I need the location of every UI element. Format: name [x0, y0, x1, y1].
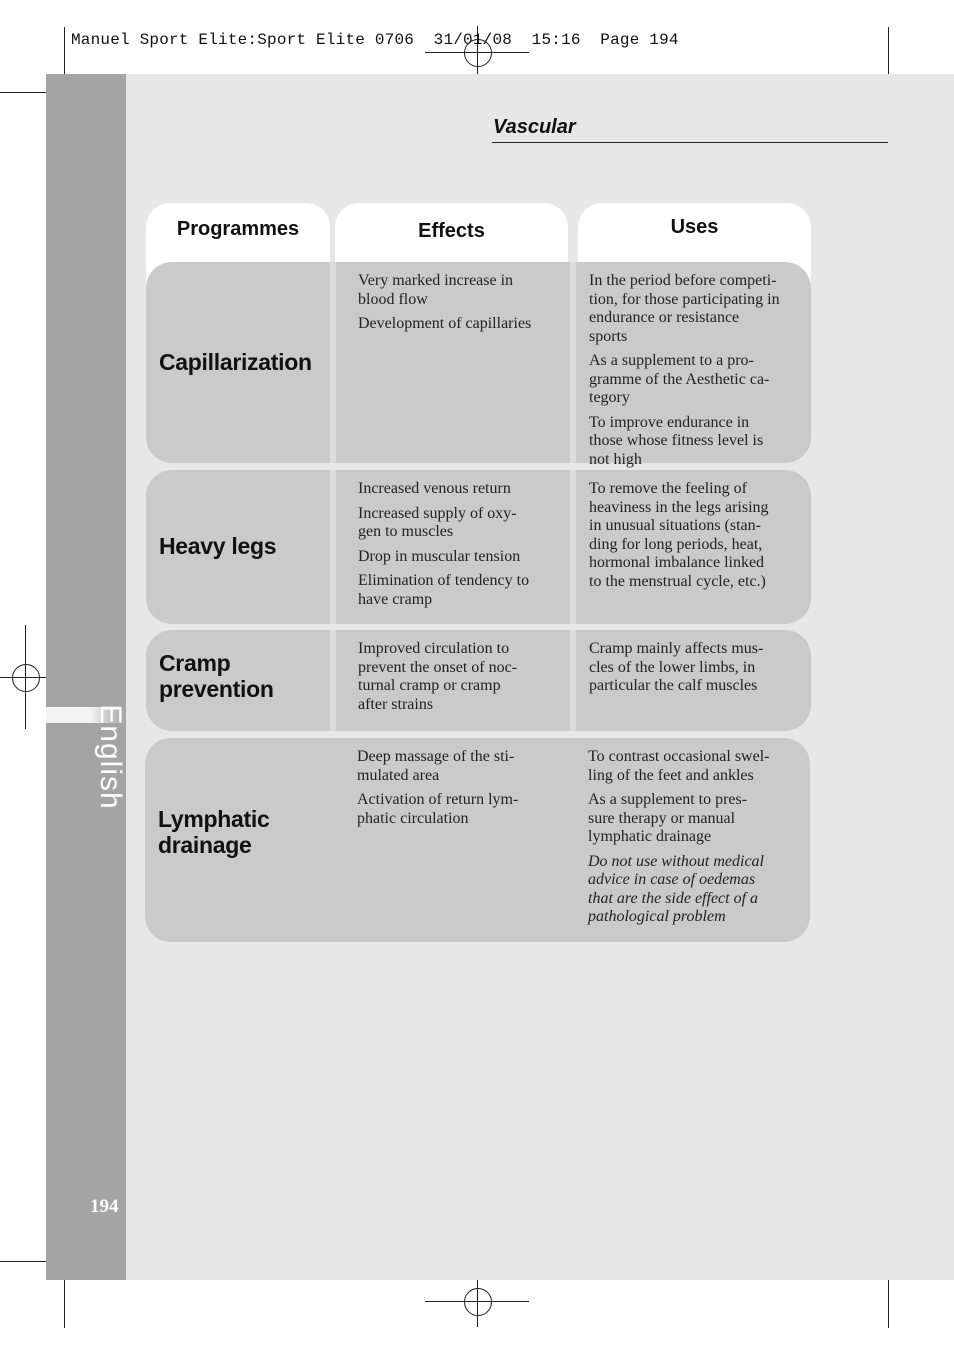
use-item: Cramp mainly affects mus- cles of the lower limbs, in particular the calf muscles — [589, 640, 764, 694]
table-row-capillarization — [146, 262, 811, 468]
effects-cell — [358, 480, 566, 615]
crop-mark — [0, 92, 52, 93]
column-separator — [570, 630, 576, 731]
use-item: As a supplement to pres- sure therapy or manual lymphatic drainage — [588, 791, 748, 845]
effect-item: Activation of return lym- phatic circulation — [357, 791, 519, 827]
print-slug: Manuel Sport Elite:Sport Elite 0706 31/01/08 15:16 Page 194 — [71, 31, 679, 49]
header-effects-label: Effects — [418, 220, 485, 242]
use-item: As a supplement to a pro- gramme of the Aesthetic ca- tegory — [589, 352, 770, 406]
effect-item: Elimination of tendency to have cramp — [358, 572, 530, 608]
column-separator — [570, 470, 576, 624]
uses-cell — [589, 640, 809, 702]
sidebar-strip — [46, 74, 126, 1280]
effects-cell — [358, 640, 566, 720]
effect-item: Drop in muscular tension — [358, 547, 521, 565]
effects-cell — [358, 272, 566, 340]
column-separator — [330, 262, 336, 463]
programme-name: Lymphatic drainage — [158, 806, 270, 858]
uses-cell — [588, 748, 808, 933]
effect-item: Increased supply of oxy- gen to muscles — [358, 504, 517, 540]
use-item: To remove the feeling of heaviness in the legs arising in unusual situations (stan- ding for long periods, heat, hormonal imbalance linked to the menstrual cycle, etc.) — [589, 480, 769, 590]
column-separator — [570, 262, 576, 463]
header-uses-label: Uses — [670, 216, 719, 238]
effect-item: Deep massage of the sti- mulated area — [357, 748, 515, 784]
use-item: To improve endurance in those whose fitness level is not high — [589, 413, 764, 468]
section-title: Vascular — [493, 116, 576, 138]
crop-mark — [64, 1278, 65, 1328]
registration-mark — [464, 1288, 492, 1316]
effect-item: Increased venous return — [358, 480, 511, 497]
uses-cell — [589, 272, 809, 475]
programme-name: Cramp prevention — [159, 650, 274, 702]
use-item: To contrast occasional swel- ling of the feet and ankles — [588, 748, 770, 784]
crop-mark — [888, 27, 889, 77]
programme-name: Capillarization — [159, 349, 312, 375]
uses-cell — [589, 480, 809, 597]
table-row-lymphatic-drainage — [145, 738, 810, 942]
language-label: English — [94, 704, 127, 810]
page-number: 194 — [90, 1196, 119, 1217]
use-item: In the period before competi- tion, for those participating in endurance or resistance sports — [589, 272, 780, 345]
programme-name: Heavy legs — [159, 533, 277, 559]
section-rule — [492, 142, 888, 143]
effects-cell — [357, 748, 565, 834]
header-programmes-label: Programmes — [176, 218, 300, 240]
crop-mark — [0, 1261, 52, 1262]
column-separator — [330, 470, 336, 624]
table-row-cramp-prevention — [146, 630, 811, 731]
effect-item: Improved circulation to prevent the onset of noc- turnal cramp or cramp after strains — [358, 640, 518, 713]
registration-mark — [12, 664, 40, 692]
column-separator — [330, 630, 336, 731]
effect-item: Development of capillaries — [358, 315, 532, 332]
column-separator — [329, 746, 335, 934]
warning-note: Do not use without medical advice in case of oedemas that are the side effect of a pathological problem — [588, 852, 764, 925]
crop-mark — [888, 1278, 889, 1328]
table-row-heavy-legs — [146, 470, 811, 624]
effect-item: Very marked increase in blood flow — [358, 272, 514, 308]
crop-mark — [64, 27, 65, 77]
